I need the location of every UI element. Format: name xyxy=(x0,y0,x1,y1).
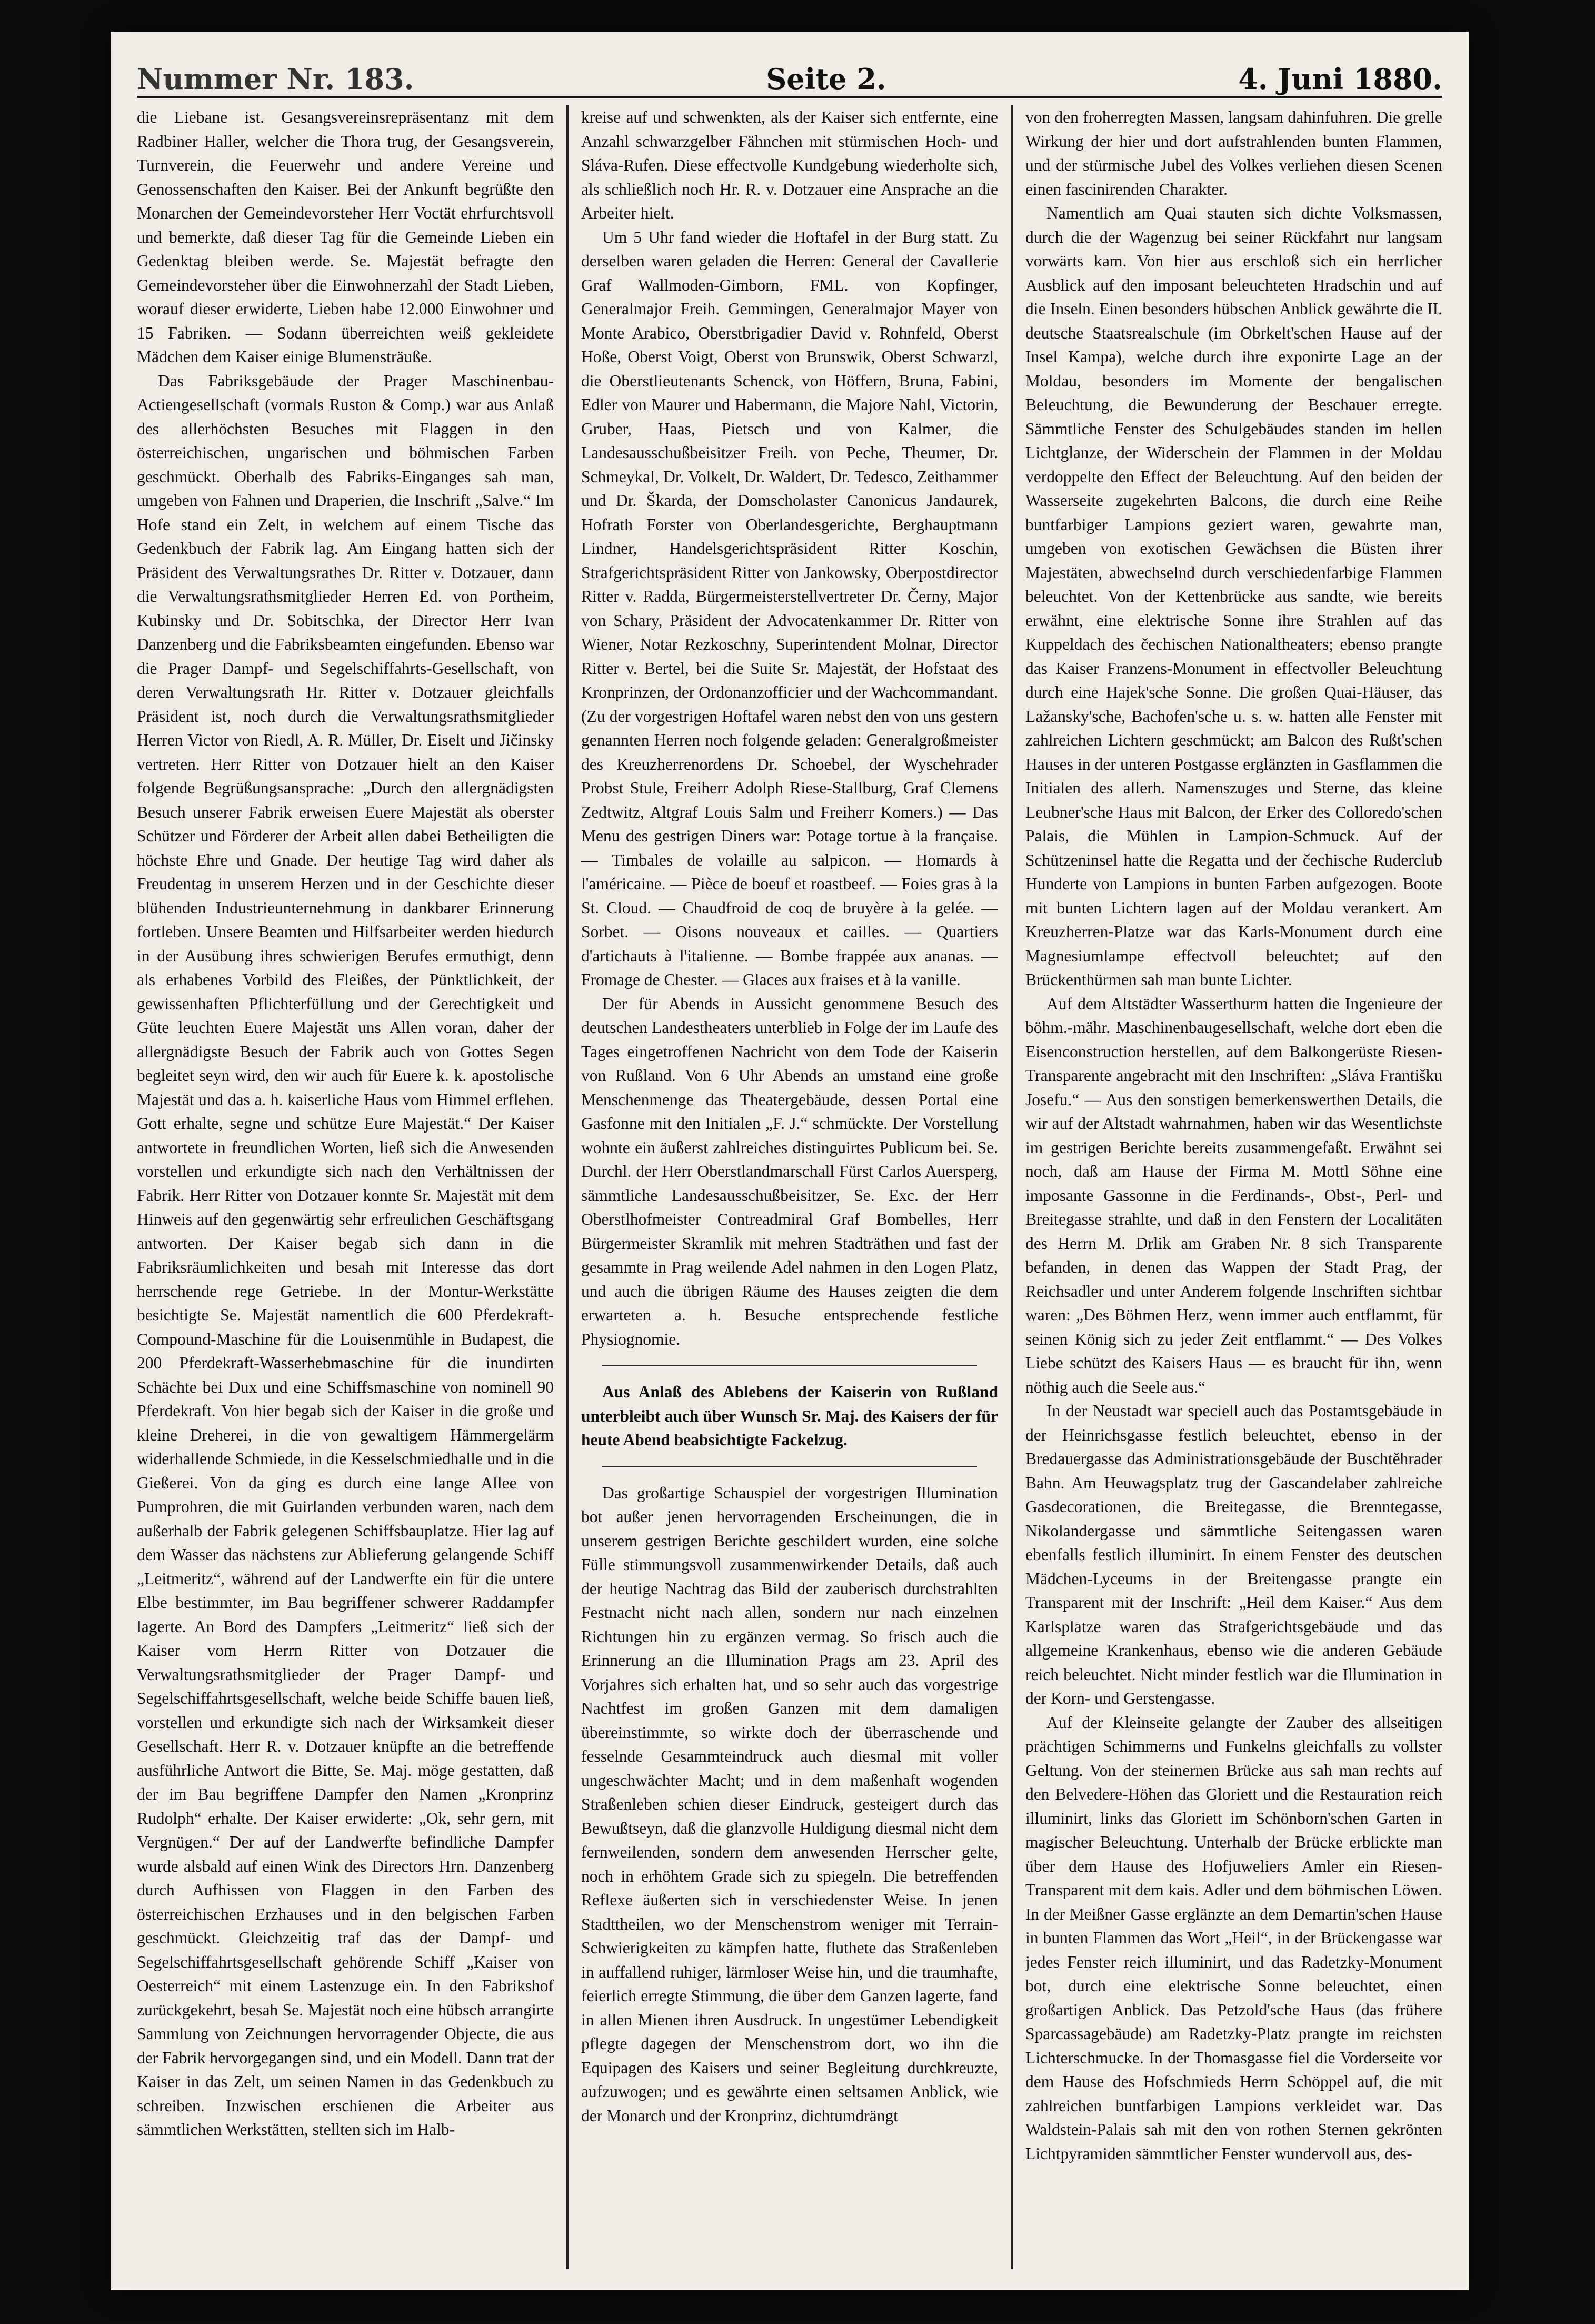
paragraph: Auf dem Altstädter Wasserthurm hatten die Ingenieure der böhm.-mähr. Maschinenbaugesellschaft, welche dort eben die Eisenconstruction herstellen, auf dem Balkongerüste Riesen-Transparente angebracht mit den Inschriften: „Sláva Františku Josefu.“ — Aus den sonstigen bemerkenswerthen Details, die wir auf der Altstadt wahrnahmen, haben wir das Wesentlichste im gestrigen Berichte bereits zusammengefaßt. Erwähnt sei noch, daß am Hause der Firma M. Mottl Söhne eine imposante Gassonne in die Ferdinands-, Obst-, Perl- und Breitegasse strahlte, und daß in den Fenstern der Localitäten des Herrn M. Drlik am Graben Nr. 8 sich Transparente befanden, in denen das Wappen der Stadt Prag, der Reichsadler und unter Anderem folgende Inschriften sichtbar waren: „Des Böhmen Herz, wenn immer auch entflammt, für seinen König sich zu jeder Zeit entflammt.“ — Des Volkes Liebe schützt des Kaisers Haus — es braucht für ihn, wenn nöthig auch die Seele aus.“ xyxy=(1025,994,1442,1396)
paragraph: kreise auf und schwenkten, als der Kaiser sich entfernte, eine Anzahl schwarzgelber Fähnchen mit stürmischen Hoch- und Sláva-Rufen. Diese effectvolle Kundgebung wiederholte sich, als schließlich noch Hr. R. v. Dotzauer eine Ansprache an die Arbeiter hielt. xyxy=(581,108,998,222)
paragraph: Um 5 Uhr fand wieder die Hoftafel in der Burg statt. Zu derselben waren geladen die Herren: General der Cavallerie Graf Wallmoden-Gimborn, FML. von Kopfinger, Generalmajor Freih. Gemmingen, Generalmajor Mayer von Monte Arabico, Oberstbrigadier David v. Rohnfeld, Oberst Hoße, Oberst Voigt, Oberst von Brunswik, Oberst Schwarzl, die Oberstlieutenants Schenck, von Höffern, Bruna, Fabini, Edler von Maurer und Habermann, die Majore Nahl, Victorin, Gruber, Haas, Pietsch und von Kalmer, die Landesausschußbeisitzer Freih. von Peche, Theumer, Dr. Schmeykal, Dr. Volkelt, Dr. Waldert, Dr. Tedesco, Zeithammer und Dr. Škarda, der Domscholaster Canonicus Jandaurek, Hofrath Forster von Oberlandesgerichte, Berghauptmann Lindner, Handelsgerichtspräsident Ritter Koschin, Strafgerichtspräsident Ritter von Jankowsky, Oberpostdirector Ritter v. Radda, Bürgermeisterstellvertreter Dr. Černy, Major von Schary, Präsident der Advocatenkammer Dr. Ritter von Wiener, Notar Rezkoschny, Superintendent Molnar, Director Ritter v. Bertel, bei die Suite Sr. Majestät, der Hofstaat des Kronprinzen, der Ordonanzofficier und der Wachcommandant. (Zu der vorgestrigen Hoftafel waren nebst den von uns gestern genannten Herren noch folgende geladen: Generalgroßmeister des Kreuzherrenordens Dr. Schoebel, der Wyschehrader Probst Stule, Freiherr Adolph Riese-Stallburg, Graf Clemens Zedtwitz, Altgraf Louis Salm und Freiherr Komers.) — Das Menu des gestrigen Diners war: Potage tortue à la française. — Timbales de volaille au salpicon. — Homards à l'américaine. — Pièce de boeuf et roastbeef. — Foies gras à la St. Cloud. — Chaudfroid de coq de bruyère à la gelée. — Sorbet. — Oisons nouveaux et cailles. — Quartiers d'artichauts à l'italienne. — Bombe frappée aux ananas. — Fromage de Chester. — Glaces aux fraises et à la vanille. xyxy=(581,227,998,989)
column-rule xyxy=(1011,105,1013,2269)
paragraph: die Liebane ist. Gesangsvereinsrepräsentanz mit dem Radbiner Haller, welcher die Thora trug, der Gesangsverein, Turnverein, die Feuerwehr und andere Vereine und Genossenschaften den Kaiser. Bei der Ankunft begrüßte den Monarchen der Gemeindevorsteher Herr Voctät ehrfurchtsvoll und bemerkte, daß dieser Tag für die Gemeinde Lieben ein Gedenktag bleiben werde. Se. Majestät befragte den Gemeindevorsteher über die Einwohnerzahl der Stadt Lieben, worauf dieser erwiderte, Lieben habe 12.000 Einwohner und 15 Fabriken. — Sodann überreichten weiß gekleidete Mädchen dem Kaiser einige Blumensträuße. xyxy=(137,108,554,366)
column-2 xyxy=(581,105,998,2269)
paragraph: von den froherregten Massen, langsam dahinfuhren. Die grelle Wirkung der hier und dort aufstrahlenden bunten Flammen, und der stürmische Jubel des Volkes verliehen diesen Scenen einen fascinirenden Charakter. xyxy=(1025,108,1442,198)
paragraph: Das Fabriksgebäude der Prager Maschinenbau-Actiengesellschaft (vormals Ruston & Comp.) war aus Anlaß des allerhöchsten Besuches mit Flaggen in den österreichischen, ungarischen und böhmischen Farben geschmückt. Oberhalb des Fabriks-Einganges sah man, umgeben von Fahnen und Draperien, die Inschrift „Salve.“ Im Hofe stand ein Zelt, in welchem auf einem Tische das Gedenkbuch der Fabrik lag. Am Eingang hatten sich der Präsident des Verwaltungsrathes Dr. Ritter v. Dotzauer, dann die Verwaltungsrathsmitglieder Herren Ed. von Portheim, Kubinsky und Dr. Sobitschka, der Director Herr Ivan Danzenberg und die Fabriksbeamten eingefunden. Ebenso war die Prager Dampf- und Segelschiffahrts-Gesellschaft, von deren Verwaltungsrath Hr. Ritter v. Dotzauer gleichfalls Präsident ist, noch durch die Verwaltungsrathsmitglieder Herren Victor von Riedl, A. R. Müller, Dr. Eiselt und Jičinsky vertreten. Herr Ritter von Dotzauer hielt an den Kaiser folgende Begrüßungsansprache: „Durch den allergnädigsten Besuch unserer Fabrik erweisen Euere Majestät als oberster Schützer und Förderer der Arbeit allen dabei Betheiligten die höchste Ehre und Gnade. Der heutige Tag wird daher als Freudentag in unserem Herzen und in der Geschichte dieser blühenden Industrieunternehmung in dankbarer Erinnerung fortleben. Unsere Beamten und Hilfsarbeiter werden hiedurch in der Ausübung ihres schwierigen Berufes ermuthigt, denn als erhabenes Vorbild des Fleißes, der Pünktlichkeit, der gewissenhaften Pflichterfüllung und der Gerechtigkeit und Güte leuchten Euere Majestät uns Allen voran, daher der allergnädigste Besuch der Fabrik auch von Gottes Segen begleitet seyn wird, den wir auch für Euere k. k. apostolische Majestät und das a. h. kaiserliche Haus vom Himmel erflehen. Gott erhalte, segne und schütze Eure Majestät.“ Der Kaiser antwortete in freundlichen Worten, ließ sich die Anwesenden vorstellen und erkundigte sich nach den Verhältnissen der Fabrik. Herr Ritter von Dotzauer konnte Sr. Majestät mit dem Hinweis auf den gegenwärtig sehr erfreulichen Geschäftsgang antworten. Der Kaiser begab sich dann in die Fabriksräumlichkeiten und besah mit Interesse das dort herrschende rege Getriebe. In der Montur-Werkstätte besichtigte Se. Majestät namentlich die 600 Pferdekraft-Compound-Maschine für die Louisenmühle in Budapest, die 200 Pferdekraft-Wasserhebmaschine für die inundirten Schächte bei Dux und eine Schiffsmaschine von nominell 90 Pferdekraft. Von hier begab sich der Kaiser in die große und kleine Dreherei, in die von gewaltigem Hämmergelärm widerhallende Schmiede, in die Kesselschmiedhalle und in die Gießerei. Von da ging es durch eine lange Allee von Pumprohren, die mit Guirlanden verbunden waren, nach dem außerhalb der Fabrik gelegenen Schiffsbauplatze. Hier lag auf dem Wasser das nächstens zur Ablieferung gelangende Schiff „Leitmeritz“, während auf der Landwerfte ein für die untere Elbe bestimmter, im Bau begriffener schwerer Raddampfer lagerte. An Bord des Dampfers „Leitmeritz“ ließ sich der Kaiser vom Herrn Ritter von Dotzauer die Verwaltungsrathsmitglieder der Prager Dampf- und Segelschiffahrtsgesellschaft, welche beide Schiffe bauen ließ, vorstellen und erkundigte sich nach der Wirksamkeit dieser Gesellschaft. Herr R. v. Dotzauer knüpfte an die betreffende ausführliche Antwort die Bitte, Se. Maj. möge gestatten, daß der im Bau begriffene Dampfer den Namen „Kronprinz Rudolph“ erhalte. Der Kaiser erwiderte: „Ok, sehr gern, mit Vergnügen.“ Der auf der Landwerfte befindliche Dampfer wurde alsbald auf einen Wink des Directors Hrn. Danzenberg durch Aufhissen von Flaggen in den Farben des österreichischen Erzhauses und in den belgischen Farben geschmückt. Gleichzeitig traf das der Dampf- und Segelschiffahrtsgesellschaft gehörende Schiff „Kaiser von Oesterreich“ mit einem Lastenzuge ein. In den Fabrikshof zurückgekehrt, besah Se. Majestät noch eine hübsch arrangirte Sammlung von Zeichnungen hervorragender Objecte, die aus der Fabrik hervorgegangen sind, und ein Modell. Dann trat der Kaiser in das Zelt, um seinen Namen in das Gedenkbuch zu schreiben. Inzwischen erschienen die Arbeiter aus sämmtlichen Werkstätten, stellten sich im Halb- xyxy=(137,371,554,2139)
issue-date: 4. Juni 1880. xyxy=(1238,62,1442,96)
paragraph: Aus Anlaß des Ablebens der Kaiserin von Rußland unterbleibt auch über Wunsch Sr. Maj. des Kaisers der für heute Abend beabsichtigte Fackelzug. xyxy=(581,1383,998,1449)
newspaper-page xyxy=(111,32,1469,2290)
section-divider xyxy=(602,1466,977,1467)
page-number: Seite 2. xyxy=(766,62,886,96)
issue-number: Nummer Nr. 183. xyxy=(137,62,414,96)
section-divider xyxy=(602,1365,977,1366)
column-rule xyxy=(566,105,569,2269)
text-columns xyxy=(137,105,1442,2269)
column-3 xyxy=(1025,105,1442,2269)
page-header xyxy=(137,43,1442,98)
paragraph: Der für Abends in Aussicht genommene Besuch des deutschen Landestheaters unterblieb in Folge der im Laufe des Tages eingetroffenen Nachricht von dem Tode der Kaiserin von Rußland. Von 6 Uhr Abends an umstand eine große Menschenmenge das Theatergebäude, dessen Portal eine Gasfonne mit den Initialen „F. J.“ schmückte. Der Vorstellung wohnte ein äußerst zahlreiches distinguirtes Publicum bei. Se. Durchl. der Herr Oberstlandmarschall Fürst Carlos Auersperg, sämmtliche Landesausschußbeisitzer, Se. Exc. der Herr Oberstlhofmeister Contreadmiral Graf Bombelles, Herr Bürgermeister Skramlik mit mehren Stadträthen und fast der gesammte in Prag weilende Adel nahmen in den Logen Platz, und auch die übrigen Räume des Hauses zeigten die dem erwarteten a. h. Besuche entsprechende festliche Physiognomie. xyxy=(581,994,998,1348)
paragraph: Auf der Kleinseite gelangte der Zauber des allseitigen prächtigen Schimmerns und Funkelns gleichfalls zu vollster Geltung. Von der steinernen Brücke aus sah man rechts auf den Belvedere-Höhen das Gloriett und die Restauration reich illuminirt, links das Gloriett im Schönborn'schen Garten in magischer Beleuchtung. Unterhalb der Brücke erblickte man über dem Hause des Hofjuweliers Amler ein Riesen-Transparent mit dem kais. Adler und dem böhmischen Löwen. In der Meißner Gasse erglänzte an dem Demartin'schen Hause in bunten Flammen das Wort „Heil“, in der Brückengasse war jedes Fenster reich illuminirt, und das Radetzky-Monument bot, durch eine elektrische Sonne beleuchtet, einen großartigen Anblick. Das Petzold'sche Haus (das frühere Sparcassagebäude) am Radetzky-Platz prangte im reichsten Lichterschmucke. In der Thomasgasse fiel die Vorderseite vor dem Hause des Hofschmieds Herrn Schöppel auf, die mit zahlreichen buntfarbigen Lampions verkleidet war. Das Waldstein-Palais sah mit den von rothen Sternen gekrönten Lichtpyramiden sämmtlicher Fenster wundervoll aus, des- xyxy=(1025,1713,1442,2163)
paragraph: Das großartige Schauspiel der vorgestrigen Illumination bot außer jenen hervorragenden Erscheinungen, die in unserem gestrigen Berichte geschildert wurden, eine solche Fülle stimmungsvoll zusammenwirkender Details, daß auch der heutige Nachtrag das Bild der zauberisch durchstrahlten Festnacht nicht nach allen, sondern nur nach einzelnen Richtungen hin zu ergänzen vermag. So frisch auch die Erinnerung an die Illumination Prags am 23. April des Vorjahres sich erhalten hat, und so sehr auch das vorgestrige Nachtfest im großen Ganzen mit dem damaligen übereinstimmte, so wirkte doch der überraschende und fesselnde Gesammteindruck auch diesmal mit voller ungeschwächter Macht; und in dem maßenhaft wogenden Straßenleben schien dieser Eindruck, gesteigert durch das Bewußtseyn, daß die glanzvolle Huldigung diesmal nicht dem fernweilenden, sondern dem anwesenden Herrscher gelte, noch in erhöhtem Grade sich zu spiegeln. Die betreffenden Reflexe äußerten sich in verschiedenster Weise. In jenen Stadttheilen, wo der Menschenstrom weniger mit Terrain-Schwierigkeiten zu kämpfen hatte, fluthete das Straßenleben in auffallend ruhiger, lärmloser Weise hin, und die traumhafte, feierlich erregte Stimmung, die über dem Ganzen lagerte, fand in allen Mienen ihren Ausdruck. In ungestümer Lebendigkeit pflegte dagegen der Menschenstrom dort, wo ihn die Equipagen des Kaisers und seiner Begleitung durchkreuzte, aufzuwogen; und es gewährte einen seltsamen Anblick, wie der Monarch und der Kronprinz, dichtumdrängt xyxy=(581,1483,998,2125)
paragraph: In der Neustadt war speciell auch das Postamtsgebäude in der Heinrichsgasse festlich beleuchtet, ebenso in der Bredauergasse das Administrationsgebäude der Buschtěhrader Bahn. Am Heuwagsplatz trug der Gascandelaber zahlreiche Gasdecorationen, die Breitegasse, die Brenntegasse, Nikolandergasse und sämmtliche Seitengassen waren ebenfalls festlich illuminirt. In einem Fenster des deutschen Mädchen-Lyceums in der Breitengasse prangte ein Transparent mit der Inschrift: „Heil dem Kaiser.“ Aus dem Karlsplatze waren das Strafgerichtsgebäude und das allgemeine Krankenhaus, ebenso wie die anderen Gebäude reich beleuchtet. Nicht minder festlich war die Illumination in der Korn- und Gerstengasse. xyxy=(1025,1402,1442,1707)
paragraph: Namentlich am Quai stauten sich dichte Volksmassen, durch die der Wagenzug bei seiner Rückfahrt nur langsam vorwärts kam. Von hier aus erschloß sich ein herrlicher Ausblick auf den imposant beleuchteten Hradschin und auf die Inseln. Einen besonders hübschen Anblick gewährte die II. deutsche Staatsrealschule (im Obrkelt'schen Hause auf der Insel Kampa), welche durch ihre exponirte Lage an der Moldau, besonders im Momente der bengalischen Beleuchtung, die Bewunderung der Beschauer erregte. Sämmtliche Fenster des Schulgebäudes standen im hellen Lichtglanze, der Widerschein der Flammen in der Moldau verdoppelte den Effect der Beleuchtung. Auf den beiden der Wasserseite zugekehrten Balcons, die durch eine Reihe buntfarbiger Lampions geziert waren, gewahrte man, umgeben von exotischen Gewächsen die Büsten ihrer Majestäten, abwechselnd durch verschiedenfarbige Flammen beleuchtet. Von der Kettenbrücke aus sandte, wie bereits erwähnt, eine elektrische Sonne ihre Strahlen auf das Kuppeldach des čechischen Nationaltheaters; ebenso prangte das Kaiser Franzens-Monument in effectvoller Beleuchtung durch eine Hajek'sche Sonne. Die großen Quai-Häuser, das Lažansky'sche, Bachofen'sche u. s. w. hatten alle Fenster mit zahlreichen Lichtern geschmückt; am Balcon des Rußt'schen Hauses in der unteren Postgasse erglänzten in Gasflammen die Initialen des allerh. Namenszuges und Sterne, das kleine Leubner'sche Haus mit Balcon, der Erker des Colloredo'schen Palais, die Mühlen in Lampion-Schmuck. Auf der Schützeninsel hatte die Regatta und der čechische Ruderclub Hunderte von Lampions in bunten Farben aufgezogen. Boote mit bunten Lichtern lagen auf der Moldau verankert. Am Kreuzherren-Platze war das Karls-Monument durch eine Magnesiumlampe effectvoll beleuchtet; auf den Brückenthürmen sah man bunte Lichter. xyxy=(1025,204,1442,989)
column-1 xyxy=(137,105,554,2269)
